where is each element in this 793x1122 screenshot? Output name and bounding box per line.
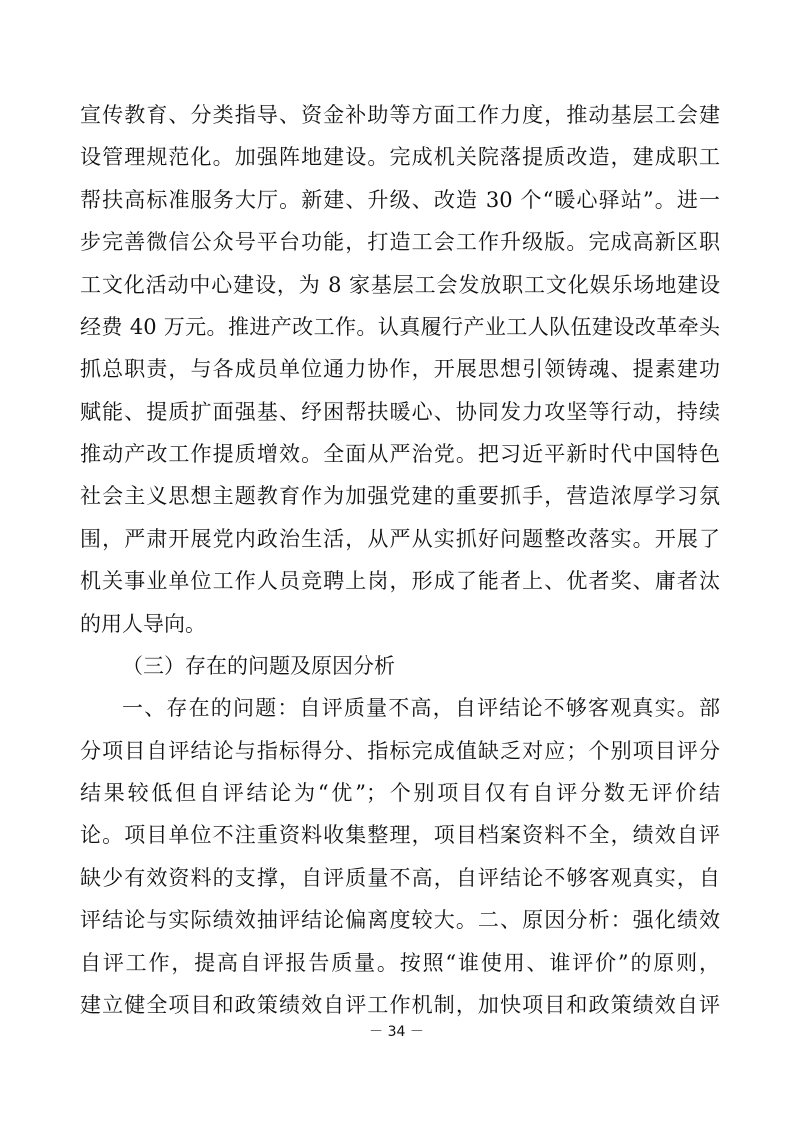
paragraph-line: 分项目自评结论与指标得分、指标完成值缺乏对应；个别项目评分 — [80, 739, 720, 763]
paragraph-line: 宣传教育、分类指导、资金补助等方面工作力度，推动基层工会建 — [80, 103, 720, 127]
paragraph-line: 建立健全项目和政策绩效自评工作机制，加快项目和政策绩效自评 — [80, 993, 720, 1017]
paragraph-line: 步完善微信公众号平台功能，打造工会工作升级版。完成高新区职 — [80, 230, 720, 254]
paragraph-line: 的用人导向。 — [80, 612, 206, 636]
paragraph-line: 评结论与实际绩效抽评结论偏离度较大。二、原因分析：强化绩效 — [80, 908, 720, 932]
paragraph-line: 一、存在的问题：自评质量不高，自评结论不够客观真实。部 — [122, 696, 720, 720]
paragraph-line: 围，严肃开展党内政治生活，从严从实抓好问题整改落实。开展了 — [80, 527, 720, 551]
paragraph-line: 抓总职责，与各成员单位通力协作，开展思想引领铸魂、提素建功 — [80, 357, 720, 381]
paragraph-line: 经费 40 万元。推进产改工作。认真履行产业工人队伍建设改革牵头 — [80, 315, 720, 339]
paragraph-line: 帮扶高标准服务大厅。新建、升级、改造 30 个“暖心驿站”。进一 — [80, 188, 720, 212]
paragraph-line: 自评工作，提高自评报告质量。按照“谁使用、谁评价”的原则， — [80, 951, 720, 975]
section-heading: （三）存在的问题及原因分析 — [122, 654, 395, 678]
paragraph-line: 社会主义思想主题教育作为加强党建的重要抓手，营造浓厚学习氛 — [80, 484, 720, 508]
paragraph-line: 工文化活动中心建设，为 8 家基层工会发放职工文化娱乐场地建设 — [80, 273, 720, 297]
paragraph-line: 推动产改工作提质增效。全面从严治党。把习近平新时代中国特色 — [80, 442, 720, 466]
paragraph-line: 设管理规范化。加强阵地建设。完成机关院落提质改造，建成职工 — [80, 145, 720, 169]
paragraph-line: 结果较低但自评结论为“优”；个别项目仅有自评分数无评价结 — [80, 781, 720, 805]
paragraph-line: 机关事业单位工作人员竞聘上岗，形成了能者上、优者奖、庸者汰 — [80, 569, 720, 593]
paragraph-line: 论。项目单位不注重资料收集整理，项目档案资料不全，绩效自评 — [80, 823, 720, 847]
page-number: － 34 － — [369, 1024, 424, 1040]
paragraph-line: 缺少有效资料的支撑，自评质量不高，自评结论不够客观真实，自 — [80, 866, 720, 890]
paragraph-line: 赋能、提质扩面强基、纾困帮扶暖心、协同发力攻坚等行动，持续 — [80, 400, 720, 424]
